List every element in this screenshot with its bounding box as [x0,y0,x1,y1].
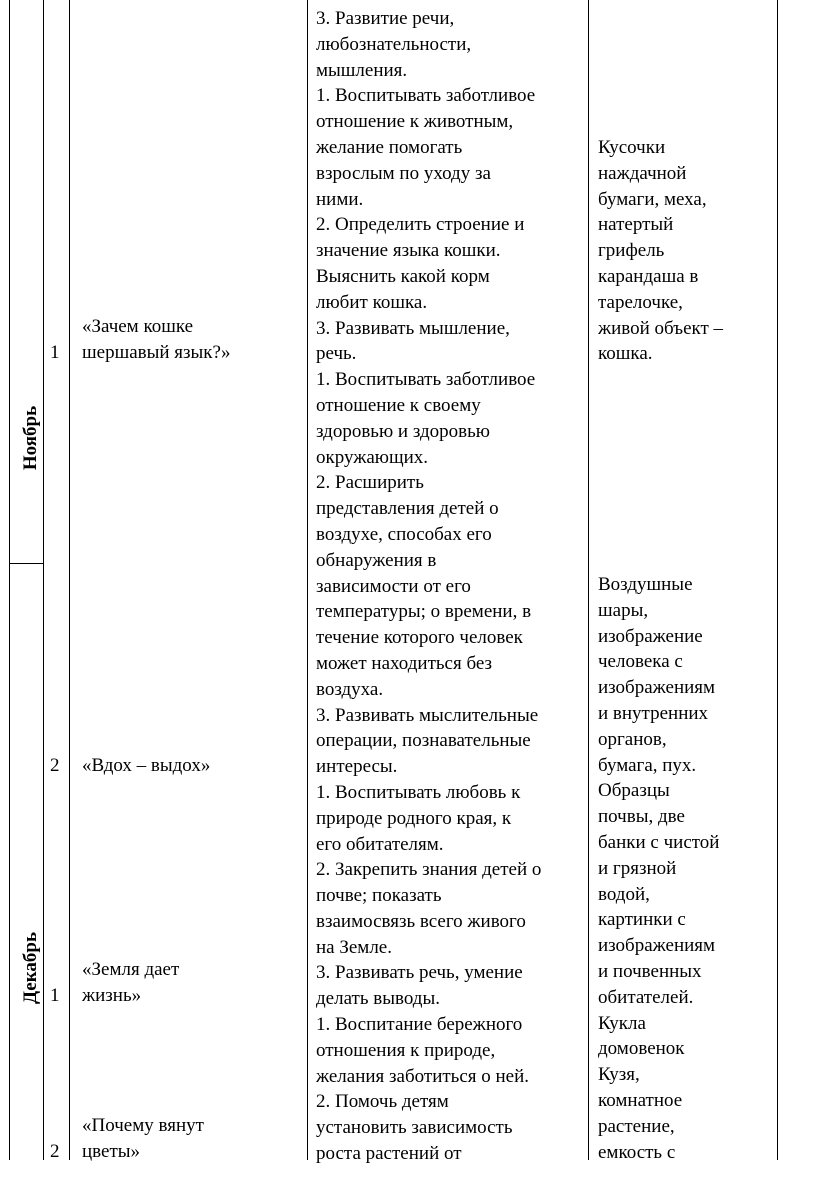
row-number: 2 [50,755,60,776]
materials-text: Кусочки наждачной бумаги, меха, натертый грифель карандаша в тарелочке, живой объект – кошка. [598,137,724,365]
activity-title: «Зачем кошке шершавый язык?» [82,316,231,363]
activity-title: «Вдох – выдох» [82,755,211,776]
activity-title: «Земля дает жизнь» [82,959,180,1006]
row-number: 1 [50,342,60,363]
table-border-left [9,0,10,1160]
activity-title: «Почему вянут цветы» [82,1115,204,1162]
row-divider-november-december [9,563,43,564]
month-label-november: Ноябрь [20,405,41,471]
column-divider-number [69,0,70,1160]
table-border-right [777,0,778,1160]
column-divider-title [307,0,308,1160]
materials-text: Воздушные шары, изображение человека с изображениям и внутренних органов, бумага, пух. Образцы почвы, две банки с чистой и грязной водой, картинки с изображениям и почвенных обитателей. Кукла домовенок Кузя, комнатное растение, емкость с [598,574,720,1163]
row-number: 1 [50,985,60,1006]
column-divider-goals [588,0,589,1160]
column-divider-month [43,0,44,1160]
month-label-december: Декабрь [20,932,41,1005]
row-number: 2 [50,1141,60,1162]
goals-text: 3. Развитие речи, любознательности, мышления. 1. Воспитывать заботливое отношение к животным, желание помогать взрослым по уходу за ними. 2. Определить строение и значение языка кошки. Выяснить какой корм любит кошка. 3. Развивать мышление, речь. 1. Воспитывать заботливое отношение к своему здоровью и здоровью окружающих. 2. Расширить представления детей о воздухе, способах его обнаружения в зависимости от его температуры; о времени, в течение которого человек может находиться без воздуха. 3. Развивать мыслительные операции, познавательные интересы. 1. Воспитывать любовь к природе родного края, к его обитателям. 2. Закрепить знания детей о почве; показать взаимосвязь всего живого на Земле. 3. Развивать речь, умение делать выводы. 1. Воспитание бережного отношения к природе, желания заботиться о ней. 2. Помочь детям установить зависимость роста растений от [316,8,542,1165]
